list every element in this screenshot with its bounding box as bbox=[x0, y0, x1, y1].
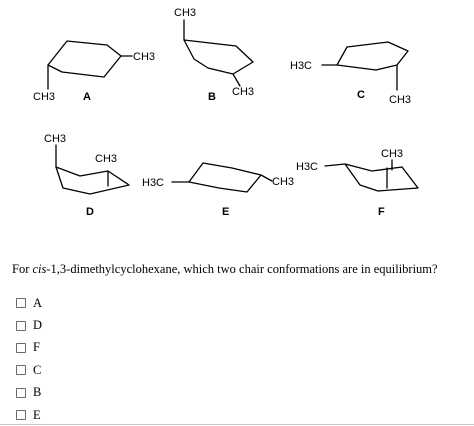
structure-a bbox=[33, 41, 155, 103]
option-label: B bbox=[33, 385, 42, 400]
option-d[interactable] bbox=[16, 314, 42, 336]
e-ch3: CH3 bbox=[272, 176, 295, 188]
question-prefix: For bbox=[12, 262, 33, 276]
f-letter: F bbox=[378, 206, 385, 218]
structure-c bbox=[290, 42, 411, 106]
e-letter: E bbox=[222, 206, 230, 218]
option-label: E bbox=[33, 407, 41, 422]
option-label: F bbox=[33, 340, 40, 355]
a-ch3-equatorial: CH3 bbox=[133, 51, 156, 63]
c-letter: C bbox=[357, 89, 365, 101]
d-ch3-right: CH3 bbox=[95, 153, 118, 165]
e-h3c: H3C bbox=[142, 177, 165, 189]
checkbox[interactable] bbox=[16, 365, 26, 375]
c-ch3-axial: CH3 bbox=[389, 94, 412, 106]
a-ch3-axial: CH3 bbox=[33, 91, 56, 103]
option-e[interactable] bbox=[16, 404, 42, 426]
option-label: C bbox=[33, 362, 42, 377]
checkbox[interactable] bbox=[16, 298, 26, 308]
structure-d bbox=[44, 133, 129, 218]
checkbox[interactable] bbox=[16, 321, 26, 331]
question-italic: cis bbox=[32, 262, 47, 276]
d-letter: D bbox=[86, 206, 94, 218]
checkbox[interactable] bbox=[16, 343, 26, 353]
f-h3c: H3C bbox=[296, 161, 319, 173]
option-b[interactable] bbox=[16, 382, 42, 404]
structure-b bbox=[174, 7, 254, 103]
structure-e bbox=[142, 163, 294, 218]
option-label: D bbox=[33, 318, 43, 333]
question-suffix: -1,3-dimethylcyclohexane, which two chair conformations are in equilibrium? bbox=[46, 262, 438, 276]
option-c[interactable] bbox=[16, 359, 42, 381]
answer-options bbox=[16, 292, 42, 426]
b-ch3-axial: CH3 bbox=[232, 86, 255, 98]
checkbox[interactable] bbox=[16, 388, 26, 398]
c-h3c: H3C bbox=[290, 60, 313, 72]
question-text bbox=[12, 262, 472, 277]
checkbox[interactable] bbox=[16, 410, 26, 420]
structure-f bbox=[296, 148, 418, 218]
bottom-divider bbox=[0, 424, 474, 425]
f-ch3-top: CH3 bbox=[381, 148, 404, 160]
d-ch3-left: CH3 bbox=[44, 133, 67, 145]
b-ch3-top: CH3 bbox=[174, 7, 197, 19]
b-letter: B bbox=[208, 91, 216, 103]
option-a[interactable] bbox=[16, 292, 42, 314]
option-label: A bbox=[33, 295, 43, 310]
a-letter: A bbox=[83, 91, 91, 103]
option-f[interactable] bbox=[16, 337, 42, 359]
